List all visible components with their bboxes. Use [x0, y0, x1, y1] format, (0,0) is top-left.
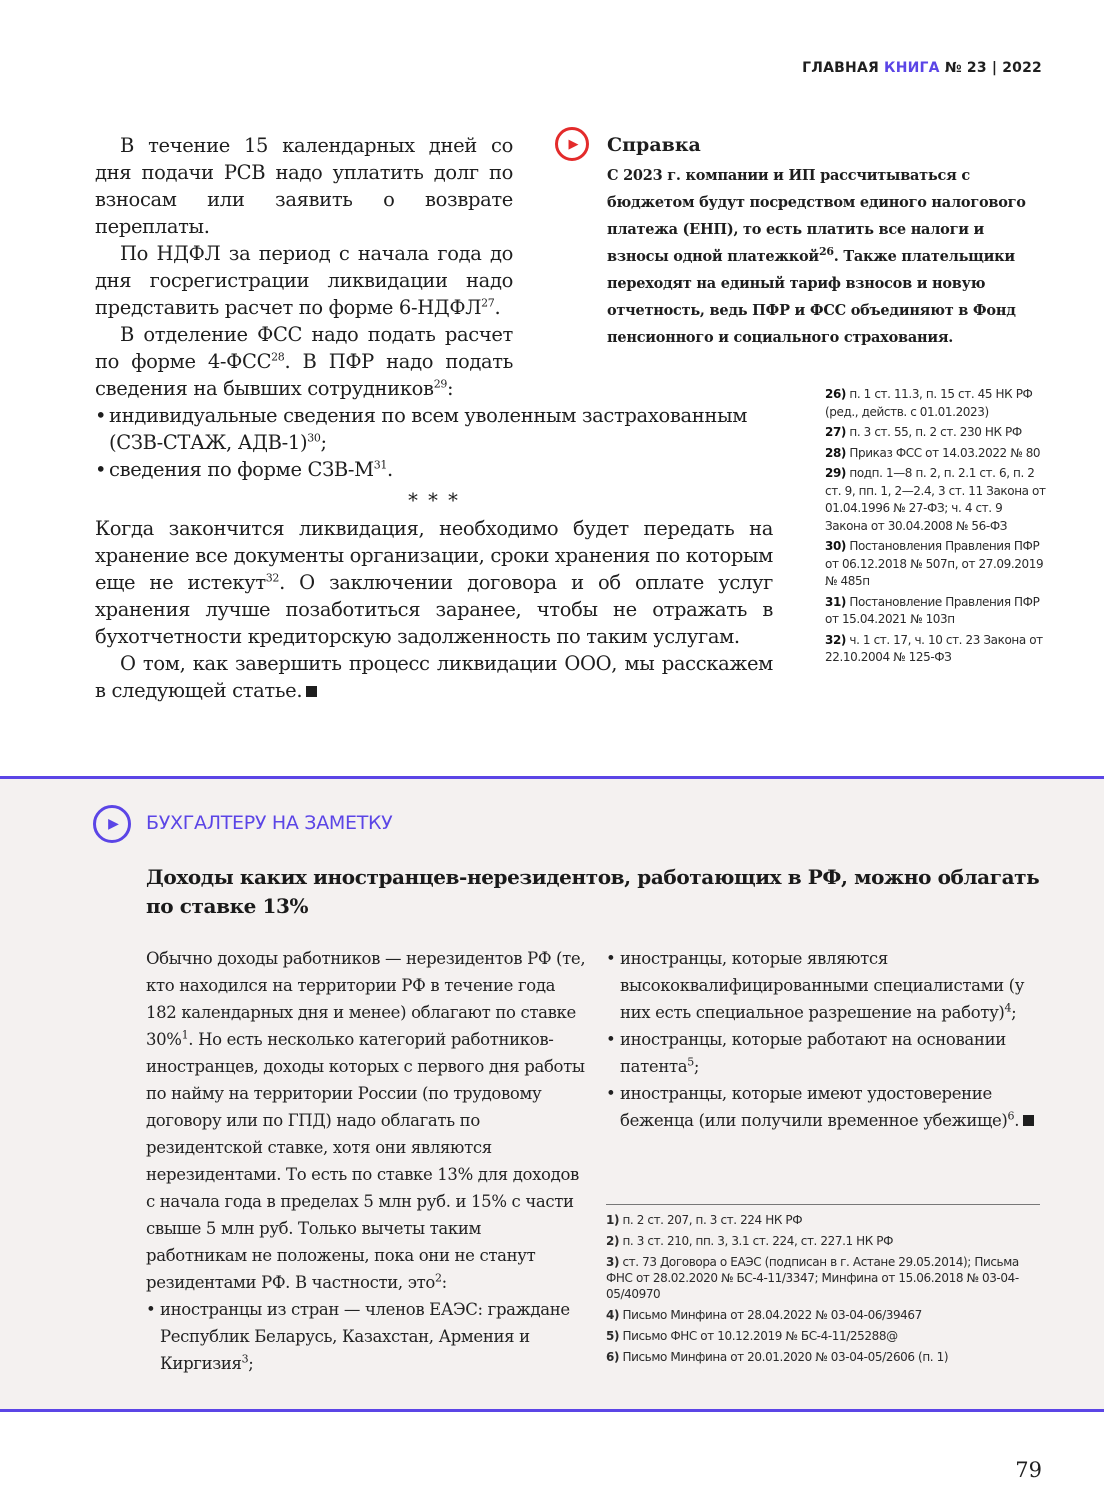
footnote-ref[interactable]: 4 — [1004, 1001, 1012, 1015]
bullet-list — [606, 945, 1046, 1134]
footnote-ref[interactable]: 29 — [433, 377, 447, 391]
list-item: • сведения по форме СЗВ-$М^{31}$. — [95, 456, 773, 483]
footnote-ref[interactable]: 6 — [1007, 1109, 1015, 1123]
end-mark-icon — [1023, 1115, 1034, 1126]
footnote-ref[interactable]: 27 — [481, 296, 495, 310]
play-icon: ▶ — [555, 127, 589, 161]
footnote: 31) Постановление Правления ПФР от 15.04.2021 № 103п — [825, 594, 1040, 626]
reference-text: С 2023 г. компании и ИП рассчитываться с бюджетом будут посредством единого налогового платежа (ЕНП), то есть платить все налоги и взносы одной платежкой$^{26}$. Также плательщики переходят на единый тариф взносов и новую отчетность, ведь ПФР и ФСС объединяют в Фонд пенсионного и социального страхования. — [607, 167, 1026, 346]
footnote-ref[interactable]: 28 — [271, 350, 285, 364]
box-footnotes — [606, 1212, 1046, 1370]
play-icon: ▶ — [93, 805, 131, 843]
footnote: 6) Письмо Минфина от 20.01.2020 № 03-04-05/2606 (п. 1) — [606, 1350, 949, 1364]
running-header — [802, 60, 1042, 76]
footnote: 4) Письмо Минфина от 28.04.2022 № 03-04-06/39467 — [606, 1308, 922, 1322]
list-item: • иностранцы, которые работают на основании патента$^5$; — [606, 1026, 1046, 1080]
box-column-left — [146, 945, 586, 1377]
footnote-ref[interactable]: 31 — [373, 458, 388, 472]
list-item: • иностранцы, которые являются высококвалифицированными специалистами (у них есть специальное разрешение на работу)$^4$; — [606, 945, 1046, 1026]
end-mark-icon — [306, 686, 317, 697]
paragraph: Обычно доходы работников — нерезидентов РФ (те, кто находился на территории РФ в течение года 182 календарных дня и менее) облагают по ставке 30%$^1$. Но есть несколько категорий работников-иностранцев, доходы которых с первого дня работы по найму на территории России (по трудовому договору или по ГПД) надо облагать по резидентской ставке, хотя они являются нерезидентами. То есть по ставке 13% для доходов с начала года в пределах 5 млн руб. и 15% с части свыше 5 млн руб. Только вычеты таким работникам не положены, пока они не станут резидентами РФ. В частности, это$^2$: — [146, 949, 586, 1292]
footnote: 32) ч. 1 ст. 17, ч. 10 ст. 23 Закона от 22.10.2004 № 125-ФЗ — [825, 632, 1043, 664]
footnote: 30) Постановления Правления ПФР от 06.12.2018 № 507п, от 27.09.2019 № 485п — [825, 539, 1044, 588]
page-number: 79 — [1015, 1458, 1042, 1482]
footnote-ref[interactable]: 5 — [687, 1055, 694, 1069]
footnote: 28) Приказ ФСС от 14.03.2022 № 80 — [825, 445, 1041, 460]
footnote: 26) п. 1 ст. 11.3, п. 15 ст. 45 НК РФ (ред., действ. с 01.01.2023) — [825, 387, 1033, 419]
footnote: 27) п. 3 ст. 55, п. 2 ст. 230 НК РФ — [825, 425, 1022, 439]
section-label: БУХГАЛТЕРУ НА ЗАМЕТКУ — [146, 812, 393, 834]
bullet-list — [95, 402, 773, 483]
footnote: 1) п. 2 ст. 207, п. 3 ст. 224 НК РФ — [606, 1213, 803, 1227]
paragraph: В отделение ФСС надо подать расчет по форме 4-ФСС$^{28}$. В ПФР надо подать сведения на бывших сотрудников$^{29}$: — [95, 323, 513, 400]
footnote-ref[interactable]: 26 — [818, 245, 834, 259]
box-title: Доходы каких иностранцев-нерезидентов, работающих в РФ, можно облагать по ставке 13% — [146, 865, 1040, 918]
footnotes — [825, 386, 1047, 670]
footnote-ref[interactable]: 32 — [265, 571, 280, 585]
header-issue: № 23 | 2022 — [939, 60, 1042, 76]
footnote: 29) подп. 1—8 п. 2, п. 2.1 ст. 6, п. 2 ст. 9, пп. 1, 2—2.4, 3 ст. 11 Закона от 01.04.1996 № 27-ФЗ; ч. 4 ст. 9 Закона от 30.04.2008 № 56-ФЗ — [825, 466, 1046, 533]
paragraph: В течение 15 календарных дней со дня подачи РСВ надо уплатить долг по взносам или заявить о возврате переплаты. — [95, 134, 513, 238]
section-separator: * * * — [408, 489, 460, 512]
header-brand: КНИГА — [884, 60, 940, 76]
footnote-ref[interactable]: 3 — [241, 1352, 249, 1366]
paragraph: По НДФЛ за период с начала года до дня госрегистрации ликвидации надо представить расчет по форме 6-НДФЛ$^{27}$. — [95, 242, 513, 319]
footnote-divider — [606, 1204, 1040, 1205]
footnote: 3) ст. 73 Договора о ЕАЭС (подписан в г. Астане 29.05.2014); Письма ФНС от 28.02.2020 № БС-4-11/3347; Минфина от 15.06.2018 № 03-04-05/40970 — [606, 1255, 1019, 1301]
list-item: • индивидуальные сведения по всем уволенным застрахованным (СЗВ-СТАЖ, АДВ-1)$^{30}$; — [95, 402, 773, 456]
footnote: 5) Письмо ФНС от 10.12.2019 № БС-4-11/25288@ — [606, 1329, 898, 1343]
paragraph: О том, как завершить процесс ликвидации ООО, мы расскажем в следующей статье. — [95, 652, 773, 702]
header-title: ГЛАВНАЯ — [802, 60, 885, 76]
footnote-ref[interactable]: 2 — [434, 1271, 442, 1285]
footnote-ref[interactable]: 30 — [307, 431, 321, 445]
paragraph: Когда закончится ликвидация, необходимо будет передать на хранение все документы организации, сроки хранения по которым еще не истекут$^{32}$. О заключении договора и об оплате услуг хранения лучше позаботиться заранее, чтобы не отражать в бухотчетности кредиторскую задолженность по таким услугам. — [95, 517, 773, 648]
footnote-ref[interactable]: 1 — [181, 1028, 189, 1042]
list-item: • иностранцы, которые имеют удостоверение беженца (или получили временное убежище)$^6$. — [606, 1080, 1046, 1134]
bullet-list — [146, 1296, 586, 1377]
box-column-right — [606, 945, 1046, 1134]
reference-title: Справка — [607, 134, 701, 156]
footnote: 2) п. 3 ст. 210, пп. 3, 3.1 ст. 224, ст. 227.1 НК РФ — [606, 1234, 894, 1248]
list-item: • иностранцы из стран — членов ЕАЭС: граждане Республик Беларусь, Казахстан, Армения и Киргизия$^3$; — [146, 1296, 586, 1377]
